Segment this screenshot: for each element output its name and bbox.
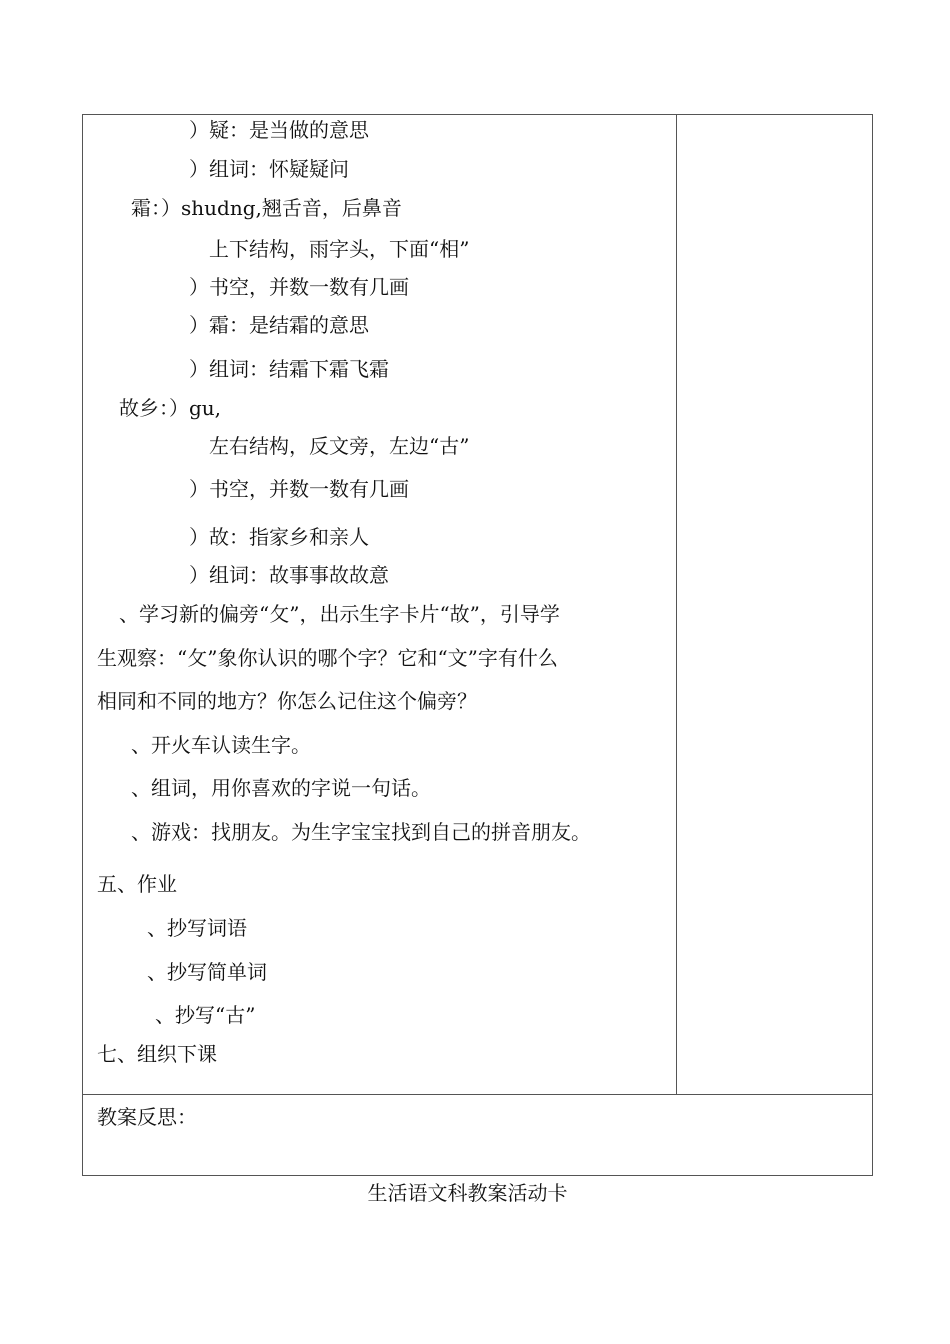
text-line: 霜：）shudng,翘舌音，后鼻音 [131,196,402,220]
text-line: 、学习新的偏旁“攵”，出示生字卡片“故”，引导学 [119,602,560,626]
page-footer: 生活语文科教案活动卡 [367,1181,568,1205]
text-line: 、开火车认读生字。 [131,733,311,757]
text-line: 五、作业 [97,872,177,896]
text-line: 相同和不同的地方？你怎么记住这个偏旁？ [97,689,477,713]
text-line: ）书空，并数一数有几画 [189,275,409,299]
text-line: 左右结构，反文旁，左边“古” [209,434,470,458]
text-line: 故乡：）gu, [119,396,222,420]
text-line: ）疑：是当做的意思 [189,118,369,142]
text-line: ）故：指家乡和亲人 [189,525,369,549]
text-line: ）霜：是结霜的意思 [189,313,369,337]
text-line: ）组词：怀疑疑问 [189,157,349,181]
text-line: 上下结构，雨字头，下面“相” [209,237,470,261]
text-line: 、抄写词语 [147,916,247,940]
text-line: 、组词，用你喜欢的字说一句话。 [131,776,431,800]
text-line: 七、组织下课 [97,1042,217,1066]
text-line: ）组词：结霜下霜飞霜 [189,357,389,381]
text-line: ）组词：故事事故故意 [189,563,389,587]
text-line: 、游戏：找朋友。为生字宝宝找到自己的拼音朋友。 [131,820,591,844]
lesson-plan-table [82,114,873,1176]
reflection-label: 教案反思： [97,1105,197,1129]
row-divider [83,1094,872,1095]
text-line: 生观察：“攵”象你认识的哪个字？它和“文”字有什么 [97,646,558,670]
text-line: ）书空，并数一数有几画 [189,477,409,501]
text-line: 、抄写简单词 [147,960,267,984]
column-divider [676,115,677,1095]
text-line: 、抄写“古” [155,1003,256,1027]
